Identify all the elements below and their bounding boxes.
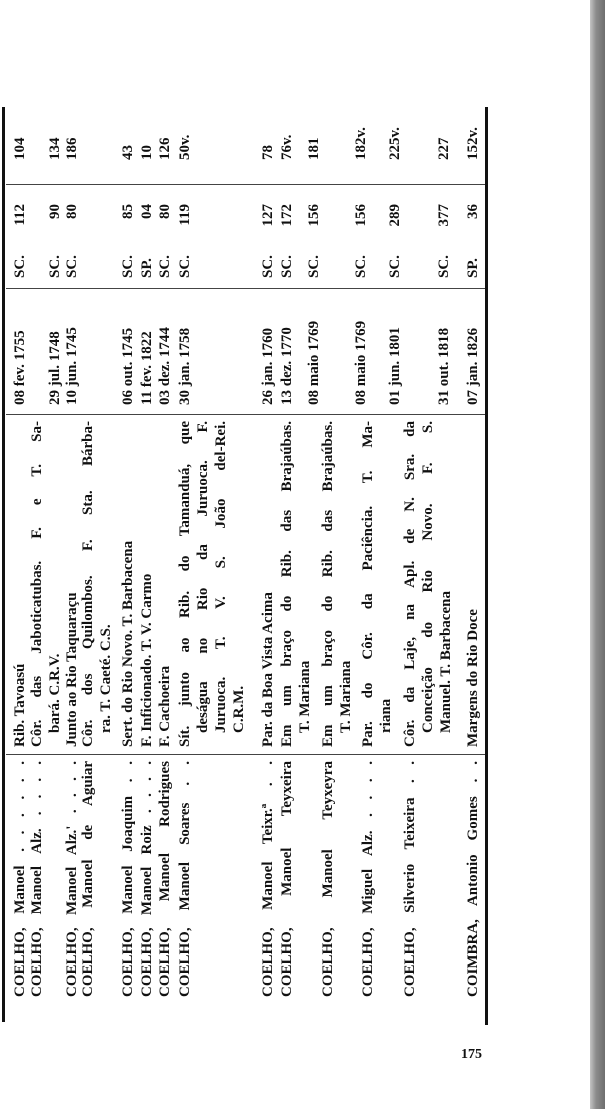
location-cell-line: Juruoca. T. V. S. João del-Rei. [213, 421, 229, 733]
page-cell: 126 [157, 137, 173, 160]
location-cell-line: deságua no Rio da Juruoca. F. [195, 421, 211, 733]
reference-cell: SC. 377 [436, 204, 452, 278]
date-cell: 11 fev. 1822 [139, 331, 155, 405]
date-cell: 01 jun. 1801 [387, 327, 403, 405]
reference-cell: SC. 80 [157, 204, 173, 278]
name-cell: COELHO, Manoel . . . . . . [12, 761, 28, 997]
location-cell-line: Par. do Côr. da Paciência. T. Ma- [360, 421, 376, 747]
location-cell-line: Sít. junto ao Rib. do Tamanduá, que [177, 421, 193, 747]
name-cell: COELHO, Manoel Alz. . . . . [29, 761, 45, 997]
date-cell: 03 dez. 1744 [157, 327, 173, 405]
page-cell: 152v. [465, 127, 481, 160]
name-cell: COELHO, Manoel Teyxeira [279, 761, 295, 997]
name-cell: COIMBRA, Antonio Gomes . . [465, 761, 481, 997]
date-cell: 07 jan. 1826 [465, 327, 481, 405]
name-cell: COELHO, Manoel Rodrigues [157, 761, 173, 997]
page-cell: 104 [12, 137, 28, 160]
table-bottom-border [485, 107, 488, 1025]
location-cell-line: T. Mariana [338, 660, 354, 733]
column-divider [6, 754, 485, 755]
location-cell-line: F. Cachoeira [157, 665, 173, 747]
date-cell: 29 jul. 1748 [47, 331, 63, 405]
reference-cell: SC. 127 [260, 204, 276, 278]
reference-cell: SC. 85 [120, 204, 136, 278]
page-cell: 78 [260, 145, 276, 160]
reference-cell: SC. 112 [12, 204, 28, 278]
reference-cell: SP. 04 [139, 204, 155, 278]
reference-cell: SC. 289 [387, 204, 403, 278]
name-cell: COELHO, Manoel Teyxeyra [320, 761, 336, 997]
reference-cell: SC. 119 [177, 204, 193, 278]
column-divider [6, 288, 485, 289]
column-divider [6, 414, 485, 415]
location-cell-line: bará. C.R.V. [47, 653, 63, 733]
reference-cell: SC. 156 [353, 204, 369, 278]
location-cell-line: Par. da Boa Vista Acima [260, 592, 276, 747]
date-cell: 26 jan. 1760 [260, 327, 276, 405]
location-cell-line: Junto ao Rio Taquaraçu [64, 592, 80, 747]
date-cell: 06 out. 1745 [120, 327, 136, 405]
reference-cell: SC. 172 [279, 204, 295, 278]
name-cell: COELHO, Manoel Teixr.ª . . [260, 761, 276, 997]
page-cell: 134 [47, 137, 63, 160]
reference-cell: SC. 156 [306, 204, 322, 278]
location-cell-line: T. Mariana [297, 660, 313, 733]
reference-cell: SC. 80 [64, 204, 80, 278]
page-cell: 76v. [279, 134, 295, 160]
page-cell: 225v. [387, 127, 403, 160]
date-cell: 08 fev. 1755 [12, 330, 28, 405]
name-cell: COELHO, Manoel de Aguiar [80, 761, 96, 997]
page-cell: 43 [120, 145, 136, 160]
page-cell: 50v. [177, 134, 193, 160]
date-cell: 30 jan. 1758 [177, 327, 193, 405]
location-cell-line: Em um braço do Rib. das Brajaúbas. [279, 421, 295, 747]
location-cell-line: ra. T. Caeté. C.S. [98, 624, 114, 733]
page-cell: 182v. [353, 127, 369, 160]
date-cell: 08 maio 1769 [353, 320, 369, 405]
date-cell: 10 jun. 1745 [64, 327, 80, 405]
name-cell: COELHO, Manoel Alz.' . . . . [64, 761, 80, 997]
page-cell: 227 [436, 137, 452, 160]
location-cell-line: Rib. Tavoasú [12, 663, 28, 747]
location-cell-line: Côr. da Laje, na Apl. de N. Sra. da [402, 421, 418, 747]
reference-cell: SC. 90 [47, 204, 63, 278]
date-cell: 31 out. 1818 [436, 327, 452, 405]
table-top-border [2, 107, 5, 1022]
page-cell: 181 [306, 137, 322, 160]
name-cell: COELHO, Miguel Alz. . . . . [360, 761, 376, 997]
page-cell: 10 [139, 145, 155, 160]
column-divider [6, 184, 485, 185]
location-cell-line: F. Inficionado. T. V. Carmo [139, 573, 155, 747]
page-number: 175 [461, 1047, 482, 1062]
name-cell: COELHO, Manoel Joaquim . . [120, 761, 136, 997]
name-cell: COELHO, Silverio Teixeira . . [402, 761, 418, 997]
reference-cell: SP. 36 [465, 204, 481, 278]
name-cell: COELHO, Manoel Roiz . . . . [139, 761, 155, 997]
location-cell-line: riana [378, 698, 394, 733]
location-cell-line: Côr. das Jaboticatubas. F. e T. Sa- [29, 421, 45, 747]
location-cell-line: Manuel. T. Barbacena [438, 591, 454, 733]
name-cell: COELHO, Manoel Soares . . [177, 761, 193, 997]
page-cell: 186 [64, 137, 80, 160]
location-cell-line: Margens do Rio Doce [465, 609, 481, 747]
location-cell-line: C.R.M. [231, 685, 247, 733]
location-cell-line: Sert. do Rio Novo. T. Barbacena [120, 540, 136, 747]
location-cell-line: Em um braço do Rib. das Brajaúbas. [320, 421, 336, 747]
date-cell: 08 maio 1769 [306, 320, 322, 405]
location-cell-line: Conceição do Rio Novo. F. S. [420, 421, 436, 733]
location-cell-line: Côr. dos Quilombos. F. Sta. Bárba- [80, 421, 96, 747]
date-cell: 13 dez. 1770 [279, 327, 295, 405]
